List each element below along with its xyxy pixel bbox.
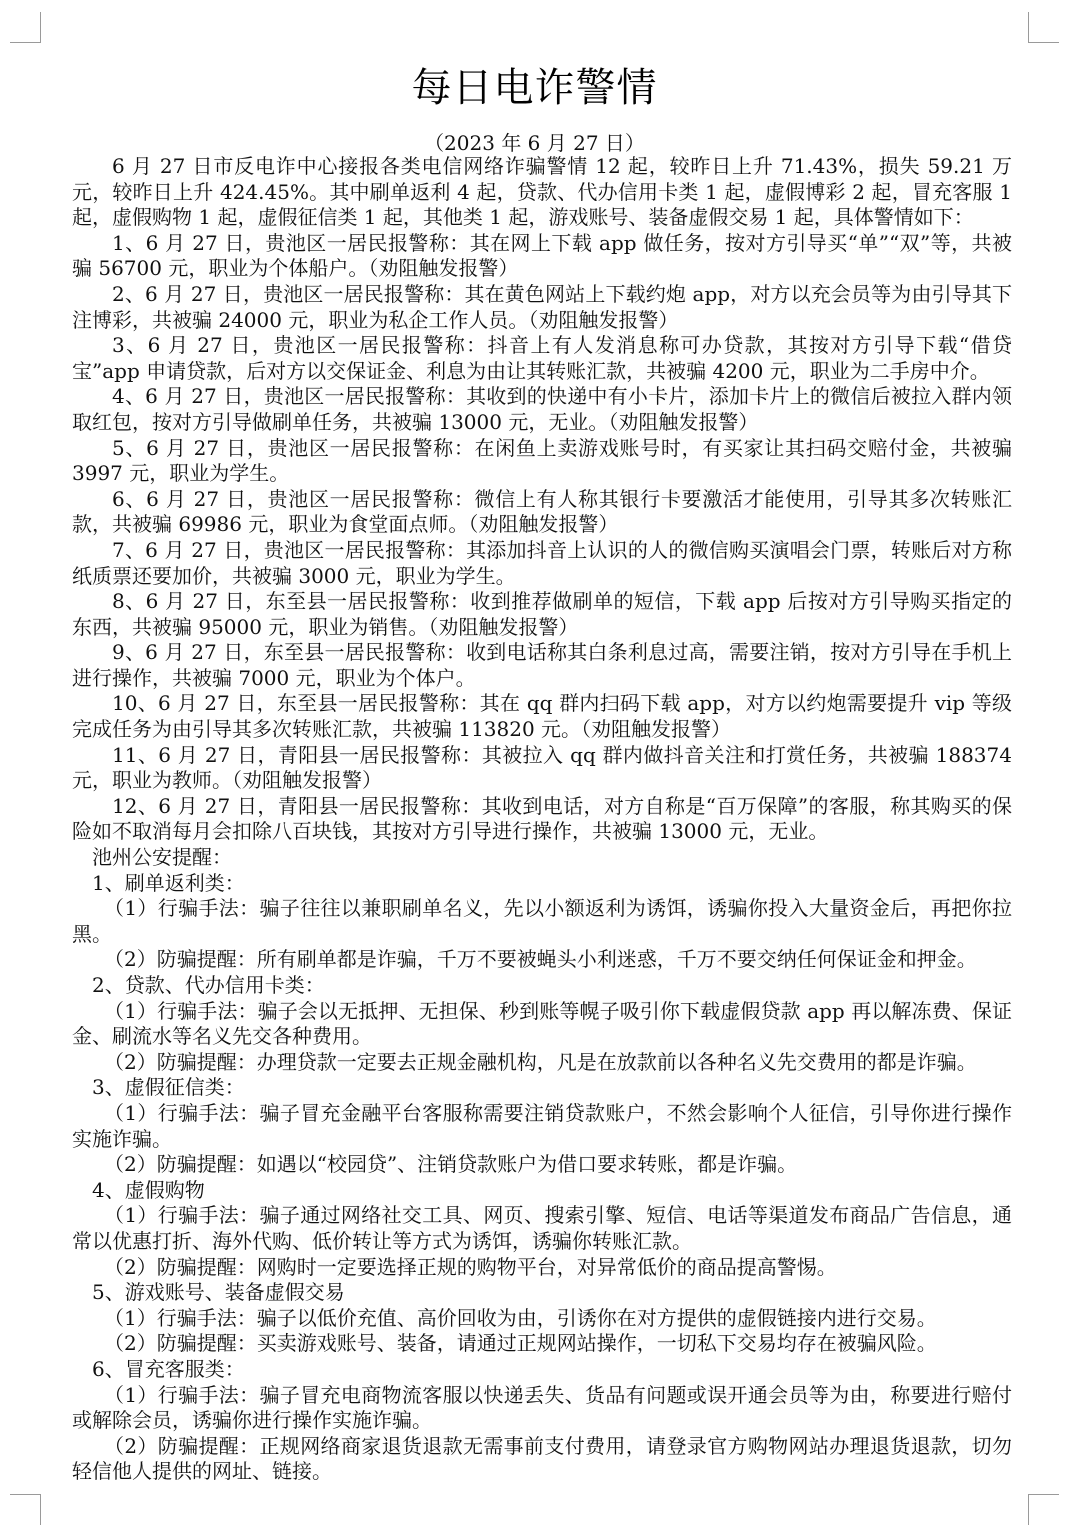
tip-heading: 5、游戏账号、装备虚假交易: [92, 1280, 345, 1305]
document-body: [72, 154, 1012, 1485]
case-item: 5、6 月 27 日，贵池区一居民报警称：在闲鱼上卖游戏账号时，有买家让其扫码交赔付金，共被骗 3997 元，职业为学生。: [72, 435, 1012, 486]
tip-method: （1）行骗手法：骗子通过网络社交工具、网页、搜索引擎、短信、电话等渠道发布商品广告信息，通常以优惠打折、海外代购、低价转让等方式为诱饵，诱骗你转账汇款。: [72, 1203, 1012, 1253]
case-item: 6、6 月 27 日，贵池区一居民报警称：微信上有人称其银行卡要激活才能使用，引导其多次转账汇款，共被骗 69986 元，职业为食堂面点师。（劝阻触发报警）: [72, 486, 1012, 537]
tip-advice: （2）防骗提醒：所有刷单都是诈骗，千万不要被蝇头小利迷惑，千万不要交纳任何保证金和押金。: [104, 947, 977, 972]
tip-advice: （2）防骗提醒：正规网络商家退货退款无需事前支付费用，请登录官方购物网站办理退货退款，切勿轻信他人提供的网址、链接。: [72, 1433, 1012, 1484]
tip-advice: （2）防骗提醒：如遇以“校园贷”、注销贷款账户为借口要求转账，都是诈骗。: [104, 1152, 798, 1177]
case-item: 8、6 月 27 日，东至县一居民报警称：收到推荐做刷单的短信，下载 app 后按对方引导购买指定的东西，共被骗 95000 元，职业为销售。（劝阻触发报警）: [72, 589, 1012, 639]
tip-heading: 2、贷款、代办信用卡类：: [92, 973, 325, 997]
tip-heading: 1、刷单返利类：: [92, 870, 245, 895]
tip-heading: 3、虚假征信类：: [92, 1075, 245, 1100]
tip-heading: 6、冒充客服类：: [92, 1356, 245, 1381]
tip-advice: （2）防骗提醒：买卖游戏账号、装备，请通过正规网站操作，一切私下交易均存在被骗风险。: [104, 1331, 937, 1356]
tip-method: （1）行骗手法：骗子往往以兼职刷单名义，先以小额返利为诱饵，诱骗你投入大量资金后，再把你拉黑。: [72, 896, 1012, 946]
crop-mark-bottom-right: [1028, 1494, 1059, 1525]
crop-mark-top-left: [10, 12, 41, 43]
crop-mark-top-right: [1028, 12, 1059, 43]
tip-advice: （2）防骗提醒：办理贷款一定要去正规金融机构，凡是在放款前以各种名义先交费用的都是诈骗。: [104, 1049, 977, 1074]
tip-method: （1）行骗手法：骗子以低价充值、高价回收为由，引诱你在对方提供的虚假链接内进行交易。: [104, 1305, 937, 1330]
summary-paragraph: 6 月 27 日市反电诈中心接报各类电信网络诈骗警情 12 起，较昨日上升 71.43%，损失 59.21 万元，较昨日上升 424.45%。其中刷单返利 4 起，贷款、代办信用卡类 1 起，虚假博彩 2 起，冒充客服 1 起，虚假购物 1 起，虚假征信类 1 起，其他类 1 起，游戏账号、装备虚假交易 1 起，具体警情如下：: [72, 154, 1012, 230]
tip-method: （1）行骗手法：骗子冒充金融平台客服称需要注销贷款账户，不然会影响个人征信，引导你进行操作实施诈骗。: [72, 1100, 1012, 1151]
crop-mark-bottom-left: [10, 1494, 41, 1525]
tip-advice: （2）防骗提醒：网购时一定要选择正规的购物平台，对异常低价的商品提高警惕。: [104, 1254, 837, 1279]
case-item: 2、6 月 27 日，贵池区一居民报警称：其在黄色网站上下载约炮 app，对方以充会员等为由引导其下注博彩，共被骗 24000 元，职业为私企工作人员。（劝阻触发报警）: [72, 281, 1012, 332]
page-title: 每日电诈警情: [411, 65, 658, 111]
case-item: 4、6 月 27 日，贵池区一居民报警称：其收到的快递中有小卡片，添加卡片上的微信后被拉入群内领取红包，按对方引导做刷单任务，共被骗 13000 元，无业。（劝阻触发报警）: [72, 384, 1012, 434]
tip-method: （1）行骗手法：骗子冒充电商物流客服以快递丢失、货品有问题或误开通会员等为由，称要进行赔付或解除会员，诱骗你进行操作实施诈骗。: [72, 1382, 1012, 1433]
tip-method: （1）行骗手法：骗子会以无抵押、无担保、秒到账等幌子吸引你下载虚假贷款 app 再以解冻费、保证金、刷流水等名义先交各种费用。: [72, 998, 1012, 1049]
case-item: 9、6 月 27 日，东至县一居民报警称：收到电话称其白条利息过高，需要注销，按对方引导在手机上进行操作，共被骗 7000 元，职业为个体户。: [72, 640, 1012, 690]
tips-heading: 池州公安提醒：: [92, 845, 232, 870]
case-item: 3、6 月 27 日，贵池区一居民报警称：抖音上有人发消息称可办贷款，其按对方引导下载“借贷宝”app 申请贷款，后对方以交保证金、利息为由让其转账汇款，共被骗 4200 元，职业为二手房中介。: [72, 333, 1012, 383]
case-item: 1、6 月 27 日，贵池区一居民报警称：其在网上下载 app 做任务，按对方引导买“单”“双”等，共被骗 56700 元，职业为个体船户。（劝阻触发报警）: [72, 230, 1012, 281]
case-item: 12、6 月 27 日，青阳县一居民报警称：其收到电话，对方自称是“百万保障”的客服，称其购买的保险如不取消每月会扣除八百块钱，其按对方引导进行操作，共被骗 13000 元，无业。: [72, 793, 1012, 844]
case-item: 11、6 月 27 日，青阳县一居民报警称：其被拉入 qq 群内做抖音关注和打赏任务，共被骗 188374 元，职业为教师。（劝阻触发报警）: [72, 742, 1012, 793]
case-item: 7、6 月 27 日，贵池区一居民报警称：其添加抖音上认识的人的微信购买演唱会门票，转账后对方称纸质票还要加价，共被骗 3000 元，职业为学生。: [72, 537, 1012, 588]
report-date: （2023 年 6 月 27 日）: [424, 131, 645, 155]
tip-heading: 4、虚假购物: [92, 1177, 205, 1202]
case-item: 10、6 月 27 日，东至县一居民报警称：其在 qq 群内扫码下载 app，对方以约炮需要提升 vip 等级完成任务为由引导其多次转账汇款，共被骗 113820 元。（劝阻触发报警）: [72, 691, 1012, 742]
